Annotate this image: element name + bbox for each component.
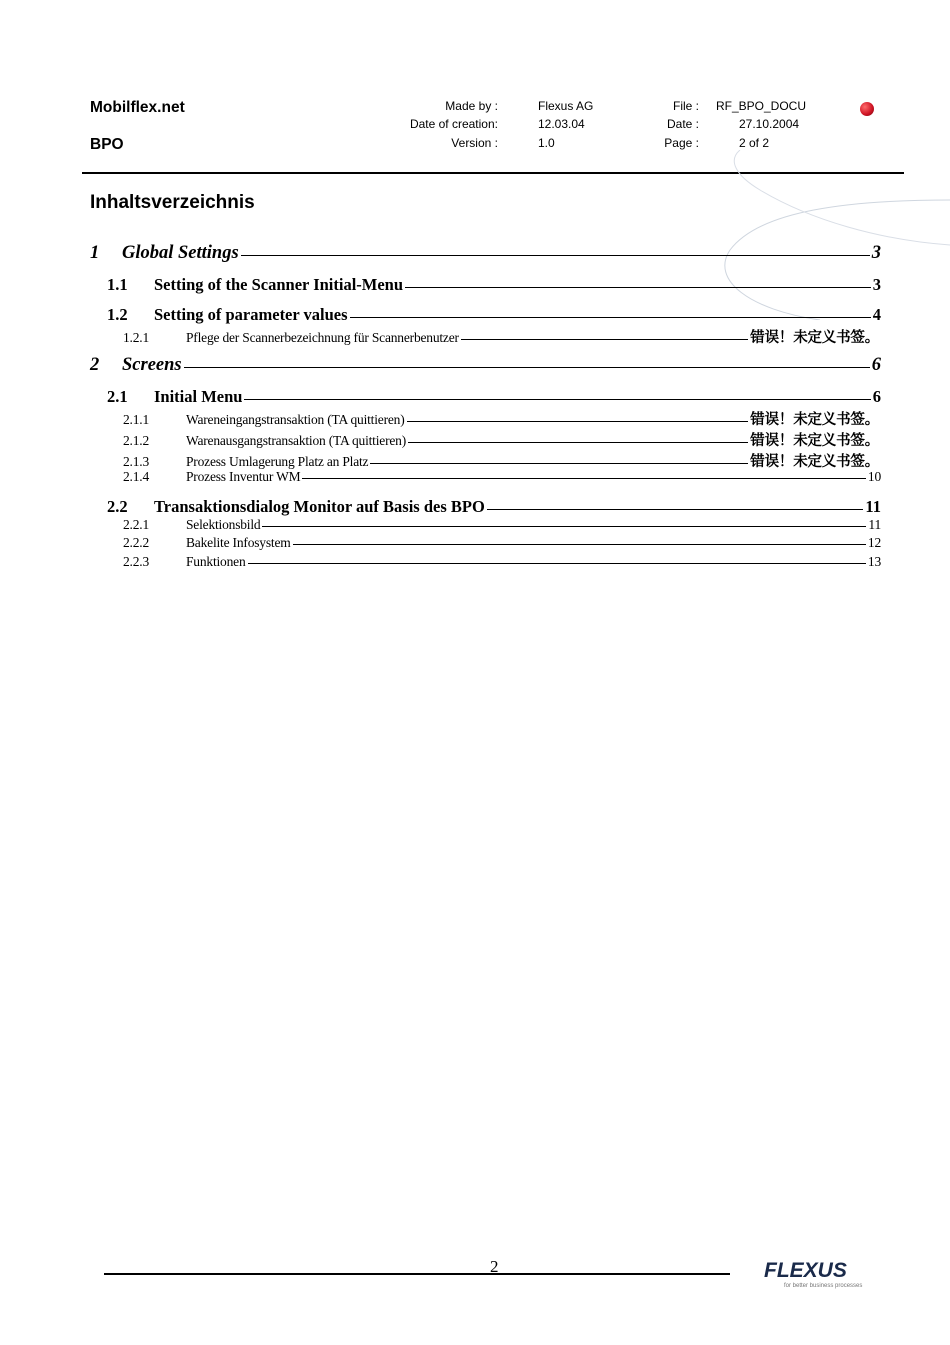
footer-divider: [104, 1273, 730, 1275]
toc-leader-line: [248, 563, 866, 564]
toc-entry-page: 6: [872, 387, 881, 406]
flexus-logo: [764, 1259, 863, 1289]
toc-entry-number: 2.1.4: [123, 469, 150, 484]
toc-entry-number: 2.1.2: [123, 433, 150, 448]
toc-entry-title: Funktionen: [186, 554, 246, 569]
toc-entry-page: 6: [871, 355, 881, 375]
toc-entry-title: Wareneingangstransaktion (TA quittieren): [186, 412, 405, 427]
toc-leader-line: [262, 526, 866, 527]
toc-entry-2-1-3[interactable]: [123, 450, 879, 471]
toc-entry-page: 10: [867, 469, 881, 484]
toc-entry-1[interactable]: [90, 243, 881, 264]
toc-entry-number: 1: [90, 243, 100, 263]
toc-entry-2[interactable]: [90, 355, 881, 376]
toc-entry-number: 2.1.3: [123, 454, 150, 469]
toc-entry-2-2-3[interactable]: [123, 554, 881, 570]
toc-entry-1-2-1[interactable]: [123, 326, 879, 347]
date-value: 27.10.2004: [739, 117, 800, 131]
version-value: 1.0: [538, 136, 555, 150]
toc-heading: Inhaltsverzeichnis: [90, 192, 255, 213]
toc-entry-title: Bakelite Infosystem: [186, 535, 291, 550]
toc-entry-1-1[interactable]: [107, 275, 881, 295]
page-value: 2 of 2: [739, 136, 770, 150]
document-subtitle: BPO: [90, 136, 124, 153]
toc-leader-line: [405, 287, 871, 288]
toc-entry-2-2-2[interactable]: [123, 535, 881, 551]
page-label: Page :: [664, 136, 699, 150]
toc-entry-title: Setting of the Scanner Initial-Menu: [154, 275, 404, 294]
toc-entry-page-error: 错误！未定义书签。: [750, 412, 879, 428]
toc-entry-page: 12: [867, 535, 881, 550]
toc-entry-number: 2.1: [107, 387, 128, 406]
toc-entry-2-1-2[interactable]: [123, 429, 879, 450]
file-label: File :: [672, 99, 699, 113]
made-by-value: Flexus AG: [538, 99, 594, 113]
toc-entry-number: 2.2.1: [123, 517, 150, 532]
toc-leader-line: [487, 509, 864, 510]
toc-entry-number: 2.2: [107, 497, 128, 516]
toc-entry-page-error: 错误！未定义书签。: [750, 454, 879, 470]
document-product-name: Mobilflex.net: [90, 99, 185, 116]
toc-entry-number: 2: [90, 355, 100, 375]
status-dot-icon: [860, 102, 874, 116]
toc-leader-line: [244, 399, 870, 400]
toc-entry-number: 1.1: [107, 275, 128, 294]
toc-entry-page-error: 错误！未定义书签。: [750, 330, 879, 346]
toc-entry-2-2-1[interactable]: [123, 517, 881, 533]
toc-entry-title: Warenausgangstransaktion (TA quittieren): [186, 433, 407, 448]
toc-entry-number: 1.2: [107, 305, 128, 324]
logo-tagline: for better business processes: [784, 1283, 863, 1289]
toc-leader-line: [370, 463, 748, 464]
toc-entry-number: 2.1.1: [123, 412, 150, 427]
creation-date-value: 12.03.04: [538, 117, 585, 131]
toc-entry-page: 13: [867, 554, 881, 569]
toc-leader-line: [293, 544, 866, 545]
toc-entry-number: 2.2.2: [123, 535, 150, 550]
toc-entry-title: Screens: [122, 355, 182, 375]
creation-date-label: Date of creation:: [409, 117, 498, 131]
toc-entry-page: 4: [872, 305, 881, 324]
logo-wordmark: FLEXUS: [764, 1259, 847, 1282]
toc-entry-title: Global Settings: [122, 243, 239, 263]
toc-entry-title: Prozess Umlagerung Platz an Platz: [186, 454, 369, 469]
footer-page-number: 2: [490, 1257, 499, 1276]
toc-entry-number: 1.2.1: [123, 330, 150, 345]
toc-leader-line: [302, 478, 865, 479]
toc-entry-2-1-1[interactable]: [123, 408, 879, 429]
toc-leader-line: [407, 421, 749, 422]
toc-entry-2-1-4[interactable]: [123, 469, 881, 485]
toc-entry-page: 3: [872, 275, 881, 294]
toc-leader-line: [408, 442, 748, 443]
toc-leader-line: [350, 317, 871, 318]
toc-entry-title: Setting of parameter values: [154, 305, 348, 324]
date-label: Date :: [666, 117, 699, 131]
toc-entry-page: 11: [868, 517, 881, 532]
toc-entry-page: 3: [871, 243, 881, 263]
toc-entry-title: Prozess Inventur WM: [186, 469, 301, 484]
toc-entry-title: Pflege der Scannerbezeichnung für Scannerbenutzer: [186, 330, 459, 345]
toc-entry-1-2[interactable]: [107, 305, 881, 325]
file-value: RF_BPO_DOCU: [716, 99, 807, 113]
version-label: Version :: [451, 136, 498, 150]
toc-entry-2-1[interactable]: [107, 387, 881, 407]
toc-entry-title: Transaktionsdialog Monitor auf Basis des BPO: [154, 497, 485, 516]
made-by-label: Made by :: [445, 99, 498, 113]
toc-entry-title: Initial Menu: [154, 387, 243, 406]
toc-entry-page-error: 错误！未定义书签。: [750, 433, 879, 449]
toc-entry-title: Selektionsbild: [186, 517, 261, 532]
toc-entry-page: 11: [865, 497, 881, 516]
toc-entry-2-2[interactable]: [107, 497, 881, 517]
toc-entry-number: 2.2.3: [123, 554, 150, 569]
toc-leader-line: [241, 255, 870, 256]
toc-leader-line: [461, 339, 748, 340]
toc-leader-line: [184, 367, 870, 368]
